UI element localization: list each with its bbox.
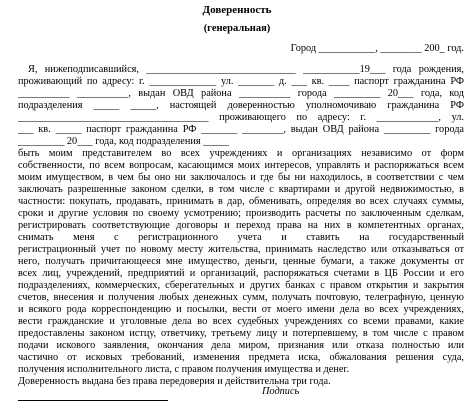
- text-line: __________ __________, выдан ОВД района __________ города _________ 20___ года, код: [18, 88, 464, 99]
- text-line: сроки и другие условия по своему усмотрению; производить расчеты по заключенным сделкам,: [18, 208, 464, 219]
- text-line: вести гражданские и уголовные дела во всех судебных учреждениях со всеми правами, какие: [18, 316, 464, 327]
- text-line: Я, нижеподписавшийся, _____________________________ ___________19___ года рождения,: [28, 64, 464, 75]
- text-line: частности: покупать, продавать, принимать в дар, обменивать, определяя во всех случаях суммы,: [18, 196, 464, 207]
- text-line: получения исполнительного листа, с правом получения имущества и денег.: [18, 364, 350, 375]
- signature-label: Подпись: [262, 386, 300, 397]
- text-line: _________ 20___ года, код подразделения _____: [18, 136, 229, 147]
- document-title: Доверенность: [202, 4, 272, 16]
- city-date-line: Город ___________, ________ 200_ год.: [290, 43, 464, 54]
- text-line: заключать разрешенные законом сделки, в том числе с квартирами и другой недвижимостью, в: [18, 184, 464, 195]
- text-line: и всякого рода корреспонденцию и посылки, вести от моего имени дела во всех учреждениях,: [18, 304, 464, 315]
- text-line: _____________________________________ проживающего по адресу: г. ____________, ул.: [18, 112, 464, 123]
- text-line: подразделения _____ _____, настоящей доверенностью уполномочиваю гражданина РФ: [18, 100, 464, 111]
- text-line: него, получать причитающееся мне имущество, деньги, ценные бумаги, а также документы от: [18, 256, 464, 267]
- document-subtitle: (генеральная): [203, 23, 271, 34]
- text-line: ___ кв. _____ паспорт гражданина РФ _______ ________, выдан ОВД района _________ города: [18, 124, 464, 135]
- text-line: частично от исковых требований, изменения предмета иска, обжалования решения суда,: [18, 352, 464, 363]
- text-line: собственности, по всем вопросам, касающимся моих интересов, управлять и распоряжаться всем: [18, 160, 464, 171]
- text-line: моим имуществом, в чем бы оно ни заключалось и где бы ни находилось, в соответствии с чем: [18, 172, 464, 183]
- signature-underline: [18, 400, 168, 401]
- text-line: подразделениях, коммерческих, сберегательных и других банках с правом открытия и закрытия: [18, 280, 464, 291]
- text-line: регистрировать соответствующие договоры и переход права на них в компетентных органах,: [18, 220, 464, 231]
- text-line: быть моим представителем во всех учреждениях и организациях независимо от форм: [18, 148, 464, 159]
- text-line: снимать меня с регистрационного учета и ставить на государственный: [18, 232, 464, 243]
- text-line: подачи искового заявления, окончания дела миром, признания или отказа полностью или: [18, 340, 464, 351]
- text-line: счетов, внесения и получения любых денежных сумм, получать почтовую, телеграфную, ценную: [18, 292, 464, 303]
- validity-line: Доверенность выдана без права передоверия и действительна три года.: [18, 376, 331, 387]
- text-line: регистрационный учет по новому месту жительства, принимать наследство или отказываться от: [18, 244, 464, 255]
- text-line: проживающий по адресу: г. _____________ ул. _______ д. ___ кв. ____ паспорт гражданина РФ: [18, 76, 464, 87]
- text-line: предоставлены законом истцу, ответчику, третьему лицу и потерпевшему, в том числе с правом: [18, 328, 464, 339]
- text-line: всех лиц, учреждений, предприятий и организаций, распоряжаться счетами в ЦБ России и его: [18, 268, 464, 279]
